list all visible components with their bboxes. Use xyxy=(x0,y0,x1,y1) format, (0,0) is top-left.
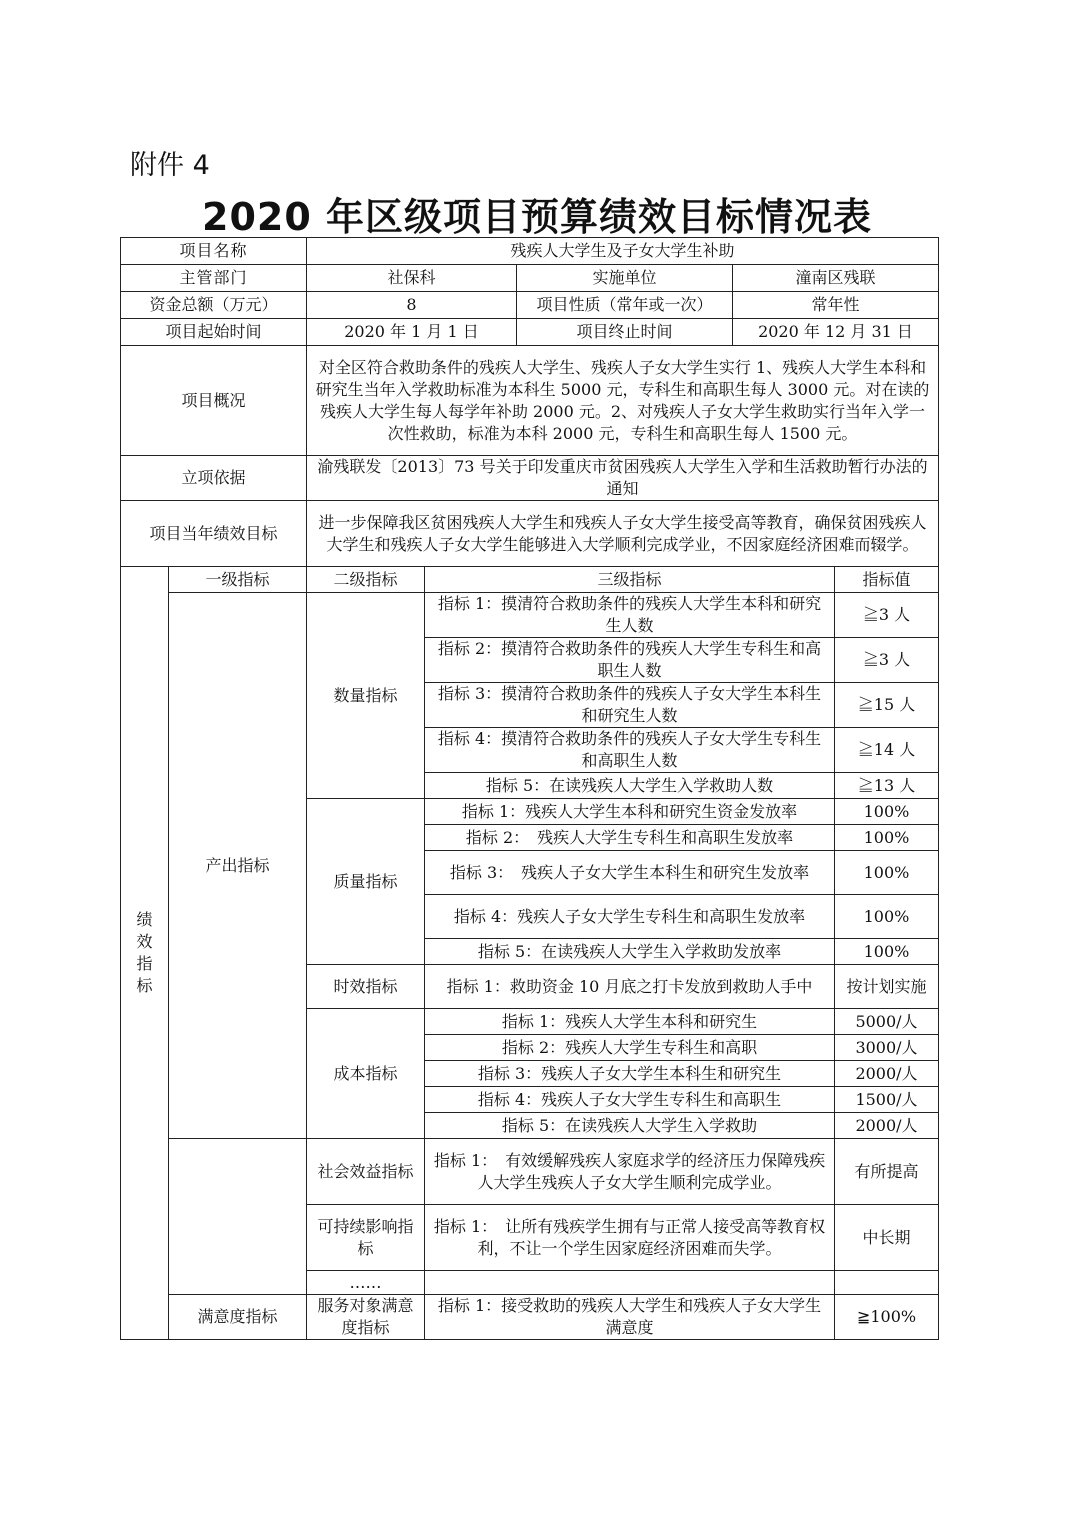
project-name-value: 残疾人大学生及子女大学生补助 xyxy=(307,238,939,265)
indicator-value: ≧100% xyxy=(835,1295,939,1340)
nature-label: 项目性质（常年或一次） xyxy=(517,292,733,319)
overview-text: 对全区符合救助条件的残疾人大学生、残疾人子女大学生实行 1、残疾人大学生本科和研究生当年入学救助标准为本科生 5000 元，专科生和高职生每人 3000 元。对在读的残疾人大学生每人每学年补助 2000 元。2、对残疾人子女大学生救助实行当年入学一次性救助，标准为本科 2000 元，专科生和高职生每人 1500 元。 xyxy=(307,346,939,456)
indicator-text: 指标 3： 残疾人子女大学生本科生和研究生发放率 xyxy=(425,851,835,895)
table-row xyxy=(121,1139,939,1205)
output-indicator-label: 产出指标 xyxy=(169,593,307,1139)
indicator-text: 指标 1： 有效缓解残疾人家庭求学的经济压力保障残疾人大学生残疾人子女大学生顺利完成学业。 xyxy=(425,1139,835,1205)
indicator-text: 指标 1：摸清符合救助条件的残疾人大学生本科和研究生人数 xyxy=(425,593,835,638)
row-fund xyxy=(121,292,939,319)
ellipsis-cell: …… xyxy=(307,1271,425,1295)
row-overview xyxy=(121,346,939,456)
cost-indicator-label: 成本指标 xyxy=(307,1009,425,1139)
end-value: 2020 年 12 月 31 日 xyxy=(733,319,939,346)
indicator-text: 指标 4：残疾人子女大学生专科生和高职生 xyxy=(425,1087,835,1113)
row-dates xyxy=(121,319,939,346)
indicator-value: ≧3 人 xyxy=(835,638,939,683)
indicator-value: 100% xyxy=(835,939,939,965)
dept-value: 社保科 xyxy=(307,265,517,292)
goal-text: 进一步保障我区贫困残疾人大学生和残疾人子女大学生接受高等教育，确保贫困残疾人大学生和残疾人子女大学生能够进入大学顺利完成学业，不因家庭经济困难而辍学。 xyxy=(307,501,939,567)
indicator-header-row xyxy=(121,567,939,593)
indicator-value: ≧15 人 xyxy=(835,683,939,728)
end-label: 项目终止时间 xyxy=(517,319,733,346)
indicator-text: 指标 2：残疾人大学生专科生和高职 xyxy=(425,1035,835,1061)
empty-cell xyxy=(425,1271,835,1295)
overview-label: 项目概况 xyxy=(121,346,307,456)
indicator-text: 指标 5：在读残疾人大学生入学救助 xyxy=(425,1113,835,1139)
social-indicator-label: 社会效益指标 xyxy=(307,1139,425,1205)
dept-label: 主管部门 xyxy=(121,265,307,292)
row-department xyxy=(121,265,939,292)
indicator-value: 2000/人 xyxy=(835,1061,939,1087)
row-basis xyxy=(121,456,939,501)
indicator-text: 指标 2：摸清符合救助条件的残疾人大学生专科生和高职生人数 xyxy=(425,638,835,683)
indicator-value: 100% xyxy=(835,799,939,825)
page-title: 2020 年区级项目预算绩效目标情况表 xyxy=(202,195,872,239)
indicator-value: 100% xyxy=(835,825,939,851)
indicator-text: 指标 1：残疾人大学生本科和研究生 xyxy=(425,1009,835,1035)
table-row xyxy=(121,1295,939,1340)
indicator-value: 1500/人 xyxy=(835,1087,939,1113)
indicator-text: 指标 3：摸清符合救助条件的残疾人子女大学生本科生和研究生人数 xyxy=(425,683,835,728)
fund-value: 8 xyxy=(307,292,517,319)
col-level2-header: 二级指标 xyxy=(307,567,425,593)
quality-indicator-label: 质量指标 xyxy=(307,799,425,965)
empty-cell xyxy=(835,1271,939,1295)
indicator-text: 指标 2： 残疾人大学生专科生和高职生发放率 xyxy=(425,825,835,851)
indicator-value: 2000/人 xyxy=(835,1113,939,1139)
col-level3-header: 三级指标 xyxy=(425,567,835,593)
indicator-text: 指标 1：残疾人大学生本科和研究生资金发放率 xyxy=(425,799,835,825)
fund-label: 资金总额（万元） xyxy=(121,292,307,319)
unit-label: 实施单位 xyxy=(517,265,733,292)
indicator-text: 指标 4：残疾人子女大学生专科生和高职生发放率 xyxy=(425,895,835,939)
indicator-value: 100% xyxy=(835,895,939,939)
basis-label: 立项依据 xyxy=(121,456,307,501)
goal-label: 项目当年绩效目标 xyxy=(121,501,307,567)
timeliness-indicator-label: 时效指标 xyxy=(307,965,425,1009)
sustain-indicator-label: 可持续影响指标 xyxy=(307,1205,425,1271)
satisfaction-indicator-label: 满意度指标 xyxy=(169,1295,307,1340)
start-value: 2020 年 1 月 1 日 xyxy=(307,319,517,346)
indicator-text: 指标 3：残疾人子女大学生本科生和研究生 xyxy=(425,1061,835,1087)
indicator-text: 指标 1：接受救助的残疾人大学生和残疾人子女大学生满意度 xyxy=(425,1295,835,1340)
unit-value: 潼南区残联 xyxy=(733,265,939,292)
col-value-header: 指标值 xyxy=(835,567,939,593)
indicator-text: 指标 4：摸清符合救助条件的残疾人子女大学生专科生和高职生人数 xyxy=(425,728,835,773)
indicator-value: 有所提高 xyxy=(835,1139,939,1205)
satisfaction-sub-label: 服务对象满意度指标 xyxy=(307,1295,425,1340)
indicator-value: ≧14 人 xyxy=(835,728,939,773)
effect-indicator-cell xyxy=(169,1139,307,1295)
attachment-label: 附件 4 xyxy=(130,150,210,181)
row-goal xyxy=(121,501,939,567)
performance-indicator-label: 绩效指标 xyxy=(121,567,169,1340)
table-row xyxy=(121,593,939,638)
quantity-indicator-label: 数量指标 xyxy=(307,593,425,799)
basis-text: 渝残联发〔2013〕73 号关于印发重庆市贫困残疾人大学生入学和生活救助暂行办法的通知 xyxy=(307,456,939,501)
indicator-value: ≧3 人 xyxy=(835,593,939,638)
indicator-value: 100% xyxy=(835,851,939,895)
indicator-text: 指标 1：救助资金 10 月底之打卡发放到救助人手中 xyxy=(425,965,835,1009)
row-project-name xyxy=(121,238,939,265)
col-level1-header: 一级指标 xyxy=(169,567,307,593)
start-label: 项目起始时间 xyxy=(121,319,307,346)
indicator-value: 按计划实施 xyxy=(835,965,939,1009)
indicator-value: 中长期 xyxy=(835,1205,939,1271)
indicator-value: 5000/人 xyxy=(835,1009,939,1035)
indicator-value: 3000/人 xyxy=(835,1035,939,1061)
project-name-label: 项目名称 xyxy=(121,238,307,265)
indicator-text: 指标 1： 让所有残疾学生拥有与正常人接受高等教育权利，不让一个学生因家庭经济困难而失学。 xyxy=(425,1205,835,1271)
indicator-text: 指标 5：在读残疾人大学生入学救助发放率 xyxy=(425,939,835,965)
indicator-value: ≧13 人 xyxy=(835,773,939,799)
indicator-text: 指标 5：在读残疾人大学生入学救助人数 xyxy=(425,773,835,799)
performance-table xyxy=(120,237,939,1340)
nature-value: 常年性 xyxy=(733,292,939,319)
